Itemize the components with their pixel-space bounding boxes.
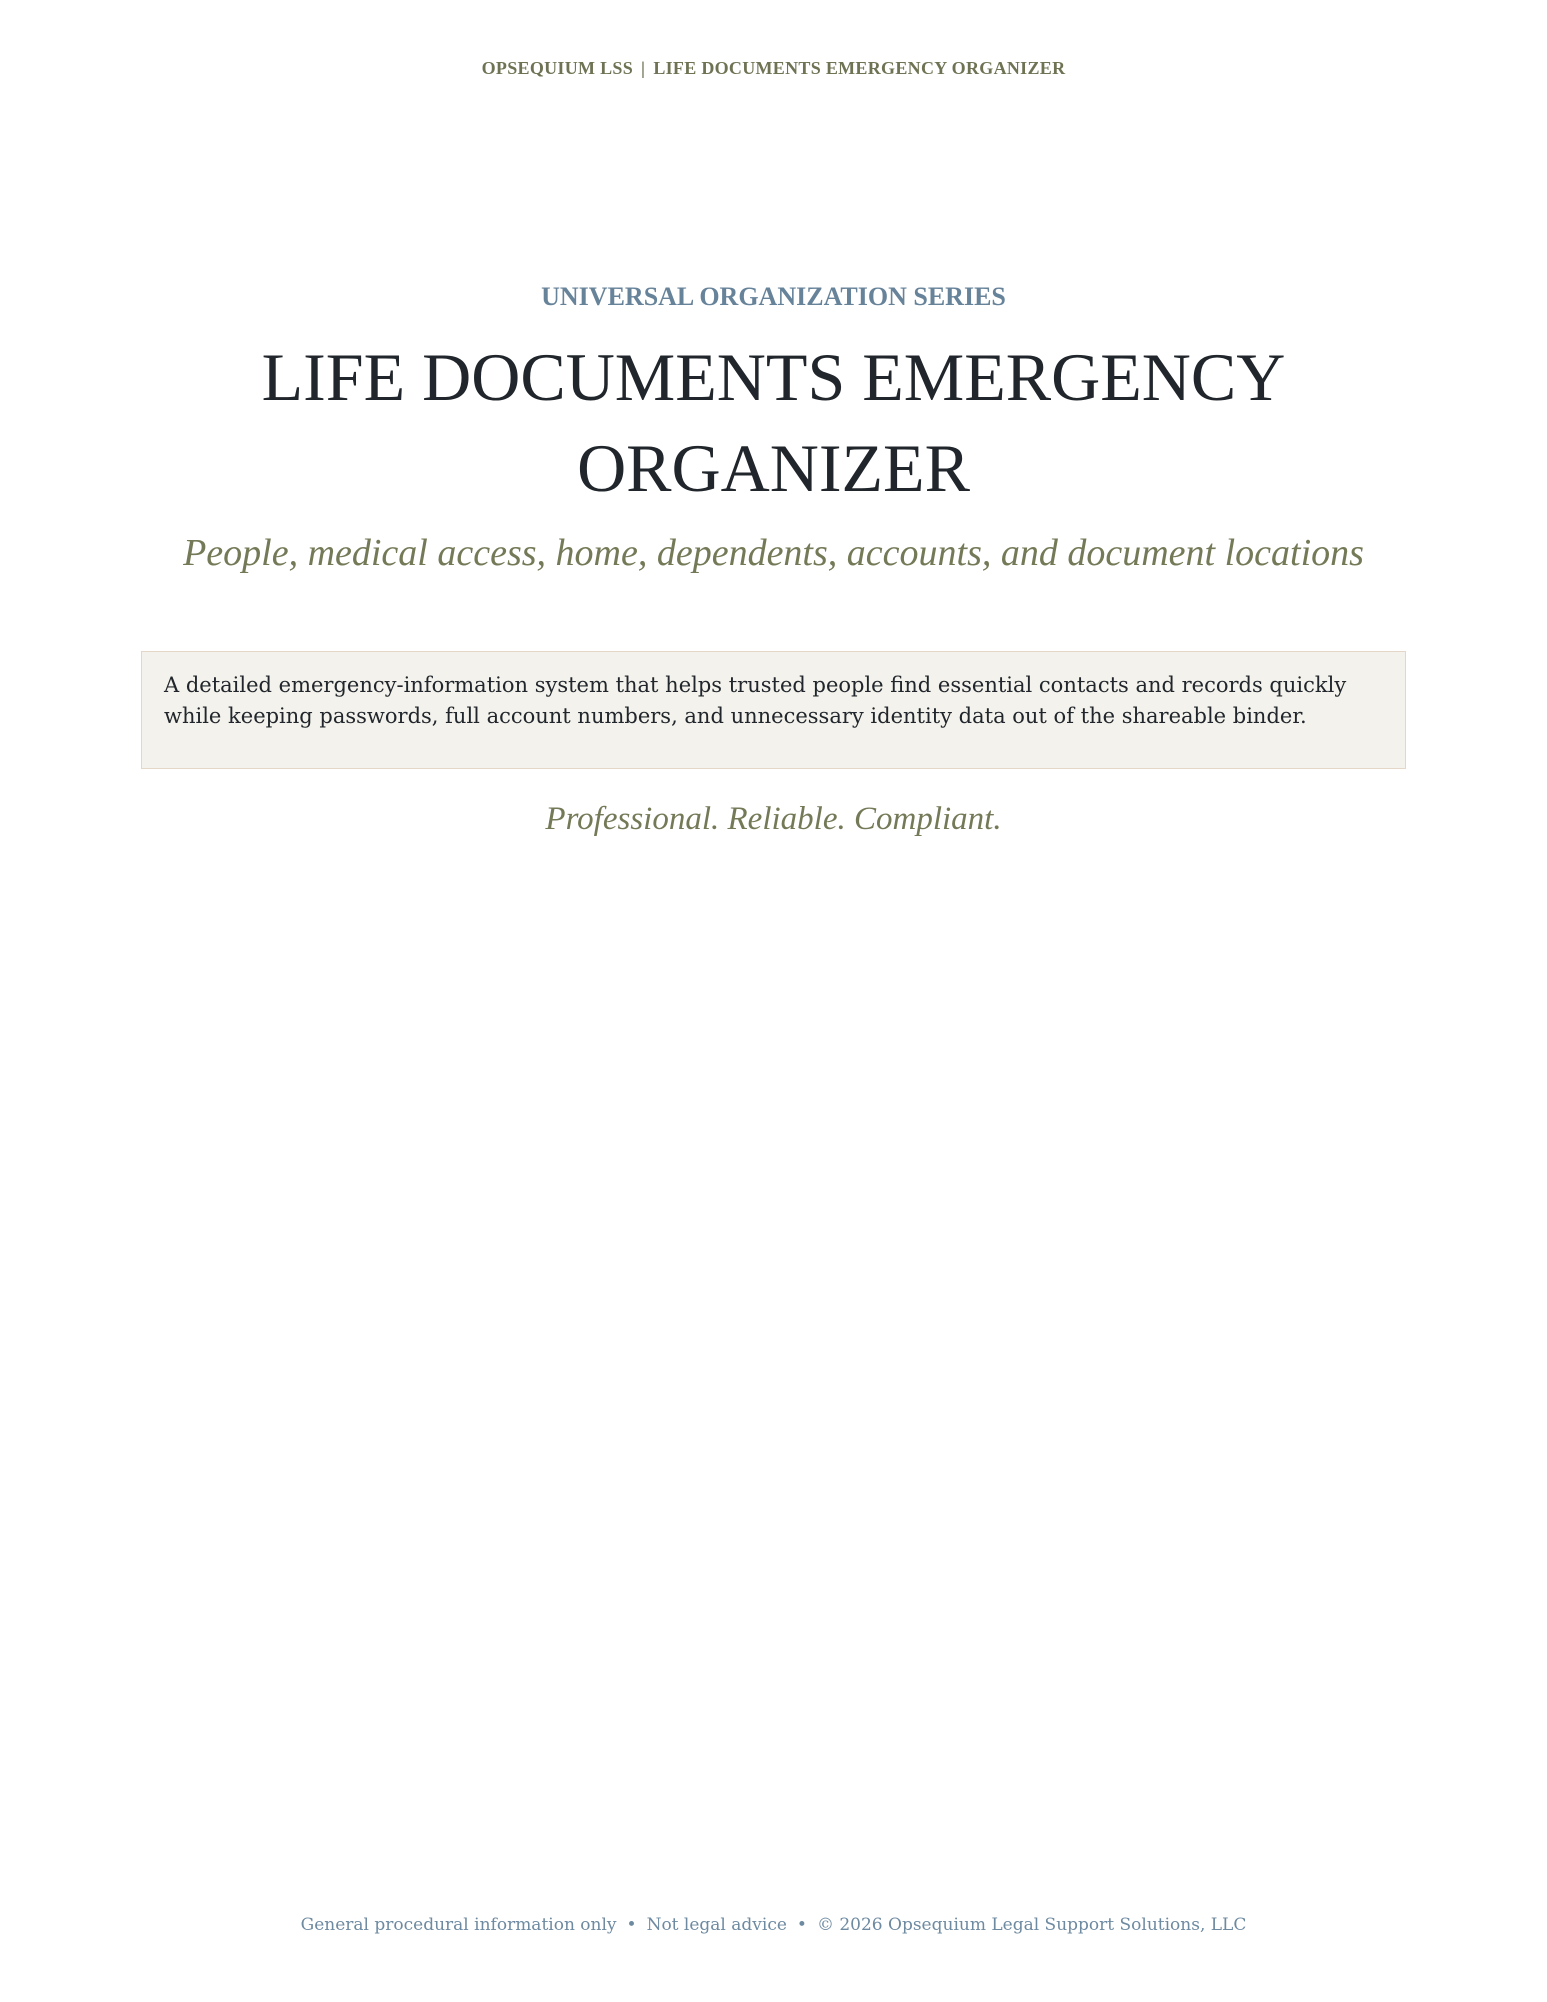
footer-item-copyright: © 2026 Opsequium Legal Support Solutions, LLC <box>816 1915 1247 1935</box>
running-header <box>0 58 1547 79</box>
document-subtitle: People, medical access, home, dependents, accounts, and document locations <box>183 532 1364 574</box>
header-brand: OPSEQUIUM LSS <box>481 58 634 78</box>
document-title: LIFE DOCUMENTS EMERGENCY ORGANIZER <box>261 339 1286 506</box>
footer-separator: • <box>796 1915 807 1935</box>
header-separator: | <box>641 58 646 78</box>
tagline: Professional. Reliable. Compliant. <box>545 801 1002 837</box>
footer-item-disclaimer: General procedural information only <box>300 1915 617 1935</box>
footer-item-not-legal-advice: Not legal advice <box>646 1915 787 1935</box>
header-doc-title: LIFE DOCUMENTS EMERGENCY ORGANIZER <box>653 58 1066 78</box>
summary-box <box>141 651 1406 769</box>
series-label: UNIVERSAL ORGANIZATION SERIES <box>541 282 1006 311</box>
footer-separator: • <box>626 1915 637 1935</box>
summary-text: A detailed emergency-information system that helps trusted people find essential contacts and records quickly while keeping passwords, full account numbers, and unnecessary identity data out of the shareable binder. <box>164 673 1347 728</box>
page-footer <box>0 1915 1547 1935</box>
